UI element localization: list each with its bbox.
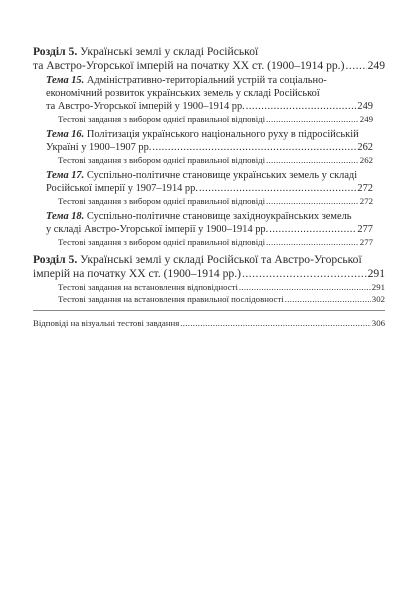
topic16-line1 xyxy=(46,129,359,140)
section2-item-2[interactable] xyxy=(58,294,385,304)
section1-title-line2: та Австро-Угорської імперій на початку XX ст. (1900–1914 рр.) xyxy=(33,59,345,72)
topic16-page: 262 xyxy=(357,142,373,153)
leader-dots xyxy=(266,114,359,124)
section1-page: 249 xyxy=(367,59,385,72)
topic18-line1 xyxy=(46,211,352,222)
topic18-text1: Суспільно-політичне становище західноукраїнських земель xyxy=(84,211,352,222)
section2-item-2-page: 302 xyxy=(371,294,385,304)
divider xyxy=(33,310,385,311)
topic16-text2: Україні у 1900–1907 рр. xyxy=(46,142,152,153)
topic17-entry[interactable] xyxy=(46,183,373,194)
leader-dots xyxy=(269,224,356,235)
topic15-page: 249 xyxy=(357,101,373,112)
topic16-test-label: Тестові завдання з вибором однієї правильної відповіді xyxy=(58,155,266,165)
topic16-test-page: 262 xyxy=(359,155,373,165)
leader-dots xyxy=(180,318,371,328)
topic15-entry[interactable] xyxy=(46,101,373,112)
topic18-test-page: 277 xyxy=(359,237,373,247)
topic17-test-page: 272 xyxy=(359,196,373,206)
section2-title-line2: імперій на початку XX ст. (1900–1914 рр.) xyxy=(33,267,241,280)
section1-title-text: Українські землі у складі Російської xyxy=(77,45,259,58)
leader-dots xyxy=(266,237,359,247)
leader-dots xyxy=(246,101,357,112)
topic17-lead: Тема 17. xyxy=(46,170,85,181)
topic15-lead: Тема 15. xyxy=(46,75,85,86)
leader-dots xyxy=(242,267,367,280)
topic16-test-entry[interactable] xyxy=(58,155,373,165)
topic17-test-entry[interactable] xyxy=(58,196,373,206)
section2-title-text: Українські землі у складі Російської та Австро-Угорської xyxy=(77,253,362,266)
topic15-text1: Адміністративно-територіальний устрій та соціально- xyxy=(84,75,327,86)
leader-dots xyxy=(266,155,359,165)
topic15-test-page: 249 xyxy=(359,114,373,124)
leader-dots xyxy=(266,196,359,206)
leader-dots xyxy=(199,183,356,194)
topic17-line1 xyxy=(46,170,357,181)
topic15-test-entry[interactable] xyxy=(58,114,373,124)
leader-dots xyxy=(239,282,371,292)
section1-title-line1 xyxy=(33,45,258,58)
answers-entry[interactable] xyxy=(33,318,385,328)
answers-page: 306 xyxy=(371,318,385,328)
topic15-line2: економічний розвиток українських земель у складі Російської xyxy=(46,88,320,99)
topic18-test-label: Тестові завдання з вибором однієї правильної відповіді xyxy=(58,237,266,247)
topic15-test-label: Тестові завдання з вибором однієї правильної відповіді xyxy=(58,114,266,124)
topic15-line1 xyxy=(46,75,327,86)
topic18-text2: у складі Австро-Угорської імперії у 1900–1914 рр. xyxy=(46,224,269,235)
topic15-text3: та Австро-Угорської імперій у 1900–1914 рр. xyxy=(46,101,245,112)
topic18-test-entry[interactable] xyxy=(58,237,373,247)
section1-entry[interactable] xyxy=(33,59,385,72)
section2-item-2-label: Тестові завдання на встановлення правильної послідовності xyxy=(58,294,284,304)
topic18-entry[interactable] xyxy=(46,224,373,235)
leader-dots xyxy=(345,59,366,72)
topic16-lead: Тема 16. xyxy=(46,129,85,140)
topic18-page: 277 xyxy=(357,224,373,235)
section2-item-1-page: 291 xyxy=(371,282,385,292)
section2-item-1[interactable] xyxy=(58,282,385,292)
topic16-text1: Політизація українського національного руху в підросійській xyxy=(84,129,359,140)
leader-dots xyxy=(152,142,356,153)
section2-entry[interactable] xyxy=(33,267,385,280)
topic17-text2: Російської імперії у 1907–1914 рр. xyxy=(46,183,198,194)
leader-dots xyxy=(285,294,371,304)
section1-lead: Розділ 5. xyxy=(33,45,78,58)
topic18-lead: Тема 18. xyxy=(46,211,85,222)
topic17-text1: Суспільно-політичне становище українських земель у складі xyxy=(84,170,358,181)
topic17-page: 272 xyxy=(357,183,373,194)
section2-item-1-label: Тестові завдання на встановлення відповідності xyxy=(58,282,238,292)
section2-lead: Розділ 5. xyxy=(33,253,78,266)
section2-title-line1 xyxy=(33,253,362,266)
topic17-test-label: Тестові завдання з вибором однієї правильної відповіді xyxy=(58,196,266,206)
section2-page: 291 xyxy=(367,267,385,280)
answers-label: Відповіді на візуальні тестові завдання xyxy=(33,318,180,328)
topic16-entry[interactable] xyxy=(46,142,373,153)
